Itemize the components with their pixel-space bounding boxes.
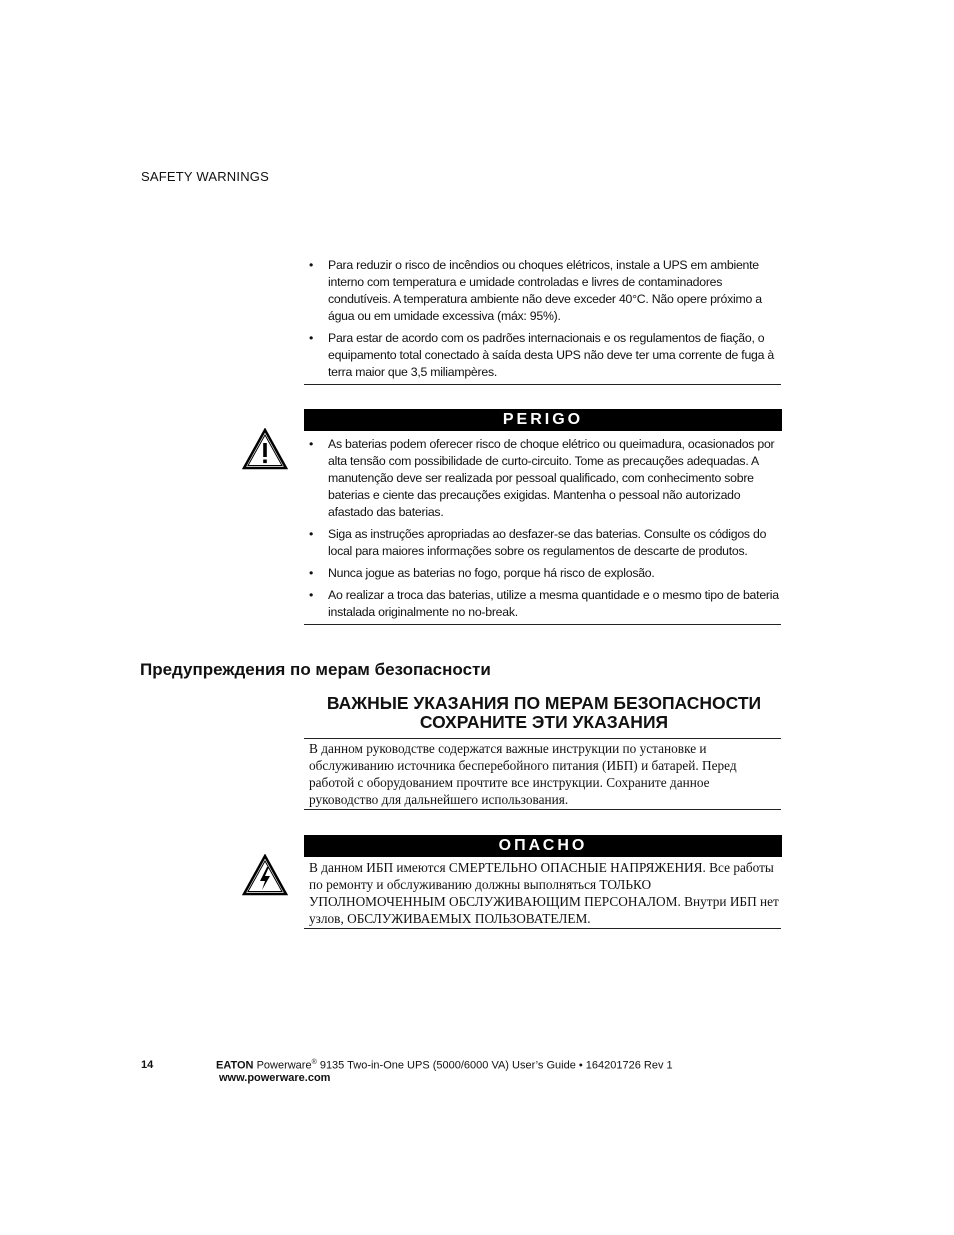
list-item: [307, 565, 781, 582]
divider: [304, 624, 781, 625]
bullet: •: [309, 566, 314, 580]
bullet: •: [309, 527, 314, 541]
exclamation-warning-icon: [242, 428, 288, 470]
footer-url: www.powerware.com: [219, 1072, 331, 1084]
section-heading: Предупреждения по мерам безопасности: [140, 660, 491, 679]
list-item: [307, 526, 781, 560]
registered-mark: ®: [311, 1059, 317, 1066]
list-item: [307, 436, 781, 521]
perigo-banner: PERIGO: [304, 409, 782, 431]
opasno-banner: ОПАСНО: [304, 835, 782, 857]
intro-paragraph: В данном руководстве содержатся важные инструкции по установке и обслуживанию источника бесперебойного питания (ИБП) и батарей. Перед работой с оборудованием прочтите все инструкции. Сохраните данное руководство для дальнейшего использования.: [309, 741, 737, 807]
bullet: •: [309, 588, 314, 602]
title-line: ВАЖНЫЕ УКАЗАНИЯ ПО МЕРАМ БЕЗОПАСНОСТИ: [326, 693, 762, 713]
list-item-text: Para reduzir o risco de incêndios ou choques elétricos, instale a UPS em ambiente interno com temperatura e umidade controladas e livres de contaminadores condutíveis. A temperatura ambiente não deve exceder 40°C. Não opere próximo a água ou em umidade excessiva (máx: 95%).: [328, 258, 762, 323]
high-voltage-warning-icon: [242, 854, 288, 896]
list-item: [307, 587, 781, 621]
list-item: [307, 257, 781, 325]
list-item-text: Siga as instruções apropriadas ao desfazer-se das baterias. Consulte os códigos do local para maiores informações sobre os regulamentos de descarte de produtos.: [328, 527, 767, 558]
bullet: •: [309, 331, 314, 345]
page-number: 14: [141, 1059, 154, 1071]
bullet: •: [309, 437, 314, 451]
list-item-text: Nunca jogue as baterias no fogo, porque há risco de explosão.: [328, 566, 655, 580]
guide-title: 9135 Two-in-One UPS (5000/6000 VA) User’s Guide • 164201726 Rev 1: [316, 1059, 673, 1072]
portuguese-warning-list: [307, 257, 781, 386]
danger-paragraph: В данном ИБП имеются СМЕРТЕЛЬНО ОПАСНЫЕ НАПРЯЖЕНИЯ. Все работы по ремонту и обслуживанию должны выполняться ТОЛЬКО УПОЛНОМОЧЕННЫМ ОБСЛУЖИВАЮЩИМ ПЕРСОНАЛОМ. Внутри ИБП нет узлов, ОБСЛУЖИВАЕМЫХ ПОЛЬЗОВАТЕЛЕМ.: [309, 860, 779, 926]
divider: [304, 738, 781, 739]
product-name: Powerware: [256, 1059, 312, 1072]
important-instructions-title: [304, 694, 784, 732]
perigo-warning-list: [307, 436, 781, 626]
bullet: •: [309, 258, 314, 272]
section-header: SAFETY WARNINGS: [141, 169, 269, 184]
list-item-text: Para estar de acordo com os padrões internacionais e os regulamentos de fiação, o equipamento total conectado à saída desta UPS não deve ter uma corrente de fuga à terra maior que 3,5 miliampères.: [328, 331, 774, 379]
list-item-text: As baterias podem oferecer risco de choque elétrico ou queimadura, ocasionados por alta tensão com possibilidade de curto-circuito. Tome as precauções adequadas. A manutenção deve ser realizada por pessoal qualificado, com conhecimento sobre baterias e ciente das precauções exigidas. Mantenha o pessoal não autorizado afastado das baterias.: [328, 437, 775, 519]
title-line: СОХРАНИТЕ ЭТИ УКАЗАНИЯ: [419, 712, 669, 732]
divider: [304, 384, 781, 385]
list-item: [307, 330, 781, 381]
divider: [304, 928, 781, 929]
footer-doc-info: [216, 1059, 673, 1072]
list-item-text: Ao realizar a troca das baterias, utilize a mesma quantidade e o mesmo tipo de bateria instalada originalmente no no-break.: [328, 588, 779, 619]
brand-name: EATON: [216, 1059, 254, 1072]
divider: [304, 809, 781, 810]
